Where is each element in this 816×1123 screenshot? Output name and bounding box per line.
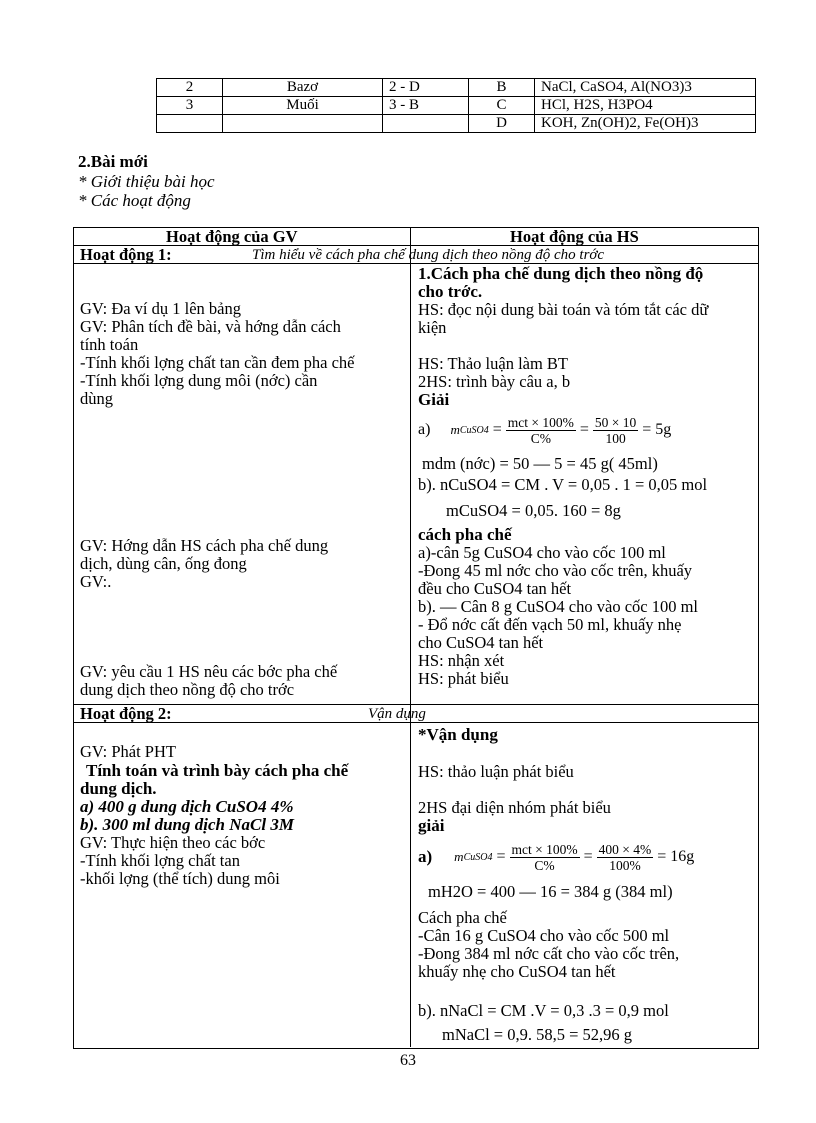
hs-line: 2HS: trình bày câu a, b xyxy=(418,372,571,391)
table-cell xyxy=(157,115,223,133)
method-line: HS: phát biểu xyxy=(418,669,509,688)
hs-title-1: 1.Cách pha chế dung dịch theo nồng độ xyxy=(418,264,704,283)
method-line: -Đong 384 ml nớc cất cho vào cốc trên, xyxy=(418,944,680,963)
formula-subscript: CuSO4 xyxy=(463,851,493,863)
fraction xyxy=(597,842,654,873)
gv-block-3 xyxy=(80,663,402,699)
formula-symbol: m xyxy=(450,422,460,437)
table-cell xyxy=(383,115,469,133)
page-number: 63 xyxy=(400,1052,416,1069)
table-cell: D xyxy=(469,115,535,133)
gv-block-2 xyxy=(80,537,402,591)
formula-prefix: a) xyxy=(418,847,433,866)
method-line: cho CuSO4 tan hết xyxy=(418,633,544,652)
formula-symbol: m xyxy=(454,849,464,864)
method-line: a)-cân 5g CuSO4 cho vào cốc 100 ml xyxy=(418,543,666,562)
gv-line: -Tính khối lợng dung môi (nớc) cần xyxy=(80,371,318,390)
gv-line: GV: Hớng dẫn HS cách pha chế dung xyxy=(80,536,329,555)
task-title-2: dung dịch. xyxy=(80,779,157,798)
formula-a-1: a) m CuSO4 = $\frac{\text{mct × 100\%}}{C\%}$ = $\frac{50 \times 10}{100}$ = 5g xyxy=(418,414,672,446)
classification-table xyxy=(156,78,756,133)
formula-result: = 5g xyxy=(642,421,672,438)
hs-line: HS: Thảo luận làm BT xyxy=(418,354,569,373)
formula-result: = 16g xyxy=(657,848,695,865)
denominator: C% xyxy=(534,857,555,873)
formula-a-2: a) m CuSO4 = $\frac{\text{mct × 100\%}}{C\%}$ = $\frac{400 \times 4\%}{100\%}$ = 16g xyxy=(418,841,695,873)
solution-label: Giải xyxy=(418,390,450,409)
method-line: b). — Cân 8 g CuSO4 cho vào cốc 100 ml xyxy=(418,597,699,616)
numerator: mct × 100% xyxy=(507,414,574,430)
fraction xyxy=(506,415,576,446)
hs-line: HS: đọc nội dung bài toán và tóm tắt các dữ xyxy=(418,300,709,319)
method-title: cách pha chế xyxy=(418,525,512,544)
gv-line: GV: Đa ví dụ 1 lên bảng xyxy=(80,299,241,318)
task-b: b). 300 ml dung dịch NaCl 3M xyxy=(80,815,294,834)
apply-title: *Vận dụng xyxy=(418,725,498,744)
table-cell: KOH, Zn(OH)2, Fe(OH)3 xyxy=(535,115,756,133)
calc-line: mdm (nớc) = 50 — 5 = 45 g( 45ml) xyxy=(422,454,658,473)
table-cell: Bazơ xyxy=(223,79,383,97)
table-cell: Muối xyxy=(223,97,383,115)
method-line: khuấy nhẹ cho CuSO4 tan hết xyxy=(418,962,616,981)
calc-line: b). nNaCl = CM .V = 0,3 .3 = 0,9 mol xyxy=(418,1001,669,1020)
table-cell: 2 xyxy=(157,79,223,97)
hs-title-2: cho trớc. xyxy=(418,282,483,301)
gv-line: tính toán xyxy=(80,335,139,354)
fraction xyxy=(593,415,638,446)
method-line: -Đong 45 ml nớc cho vào cốc trên, khuấy xyxy=(418,561,693,580)
table-cell: 3 xyxy=(157,97,223,115)
gv-line: GV: Phân tích đề bài, và hớng dẫn cách xyxy=(80,317,341,336)
activities-line: * Các hoạt động xyxy=(78,191,191,210)
gv-line: GV: Thực hiện theo các bớc xyxy=(80,833,266,852)
header-hs: Hoạt động của HS xyxy=(510,227,639,246)
calc-line: mH2O = 400 — 16 = 384 g (384 ml) xyxy=(428,882,673,901)
table-row xyxy=(157,115,756,133)
calc-line: b). nCuSO4 = CM . V = 0,05 . 1 = 0,05 mol xyxy=(418,475,708,494)
hs-line: kiện xyxy=(418,318,447,337)
table-cell: HCl, H2S, H3PO4 xyxy=(535,97,756,115)
task-a: a) 400 g dung dịch CuSO4 4% xyxy=(80,797,294,816)
table-row xyxy=(157,79,756,97)
table-cell xyxy=(223,115,383,133)
gv-line: dùng xyxy=(80,389,113,408)
gv-line: -khối lợng (thể tích) dung môi xyxy=(80,869,280,888)
calc-line: mCuSO4 = 0,05. 160 = 8g xyxy=(446,501,621,520)
numerator: 50 × 10 xyxy=(594,414,637,430)
hs-line: HS: thảo luận phát biểu xyxy=(418,762,574,781)
section-title: 2.Bài mới xyxy=(78,152,148,171)
method-line: HS: nhận xét xyxy=(418,651,505,670)
task-title-1: Tính toán và trình bày cách pha chế xyxy=(86,761,349,780)
denominator: 100% xyxy=(609,857,641,873)
table-cell: 3 - B xyxy=(383,97,469,115)
formula-prefix: a) xyxy=(418,421,431,438)
gv-line: dịch, dùng cân, ống đong xyxy=(80,554,247,573)
method-line: đều cho CuSO4 tan hết xyxy=(418,579,572,598)
activity-1-label: Hoạt động 1: xyxy=(80,245,172,264)
gv-line: dung dịch theo nồng độ cho trớc xyxy=(80,680,295,699)
fraction xyxy=(510,842,580,873)
table-cell: NaCl, CaSO4, Al(NO3)3 xyxy=(535,79,756,97)
formula-subscript: CuSO4 xyxy=(459,424,489,436)
method-line: Cách pha chế xyxy=(418,908,507,927)
gv-block-1 xyxy=(80,300,402,408)
gv-line: -Tính khối lợng chất tan cần đem pha chế xyxy=(80,353,355,372)
denominator: 100 xyxy=(605,430,626,446)
solution-label: giải xyxy=(418,816,445,835)
denominator: C% xyxy=(530,430,551,446)
gv-line: GV: Phát PHT xyxy=(80,742,176,761)
gv-line: -Tính khối lợng chất tan xyxy=(80,851,240,870)
numerator: mct × 100% xyxy=(511,841,578,857)
activity-2-label: Hoạt động 2: xyxy=(80,704,172,723)
gv-line: GV: yêu cầu 1 HS nêu các bớc pha chế xyxy=(80,662,338,681)
intro-line: * Giới thiệu bài học xyxy=(78,172,215,191)
table-cell: C xyxy=(469,97,535,115)
table-cell: 2 - D xyxy=(383,79,469,97)
gv-line: GV:. xyxy=(80,572,112,591)
hs-line: 2HS đại diện nhóm phát biểu xyxy=(418,798,611,817)
table-cell: B xyxy=(469,79,535,97)
column-divider xyxy=(410,227,411,1047)
header-gv: Hoạt động của GV xyxy=(166,227,298,246)
table-row xyxy=(157,97,756,115)
activity-1-topic: Tìm hiểu về cách pha chế dung dịch theo nồng độ cho trớc xyxy=(252,247,605,263)
method-line: - Đổ nớc cất đến vạch 50 ml, khuấy nhẹ xyxy=(418,615,682,634)
calc-line: mNaCl = 0,9. 58,5 = 52,96 g xyxy=(442,1025,633,1044)
method-line: -Cân 16 g CuSO4 cho vào cốc 500 ml xyxy=(418,926,670,945)
activity-2-topic: Vận dụng xyxy=(368,706,426,722)
numerator: 400 × 4% xyxy=(598,841,652,857)
